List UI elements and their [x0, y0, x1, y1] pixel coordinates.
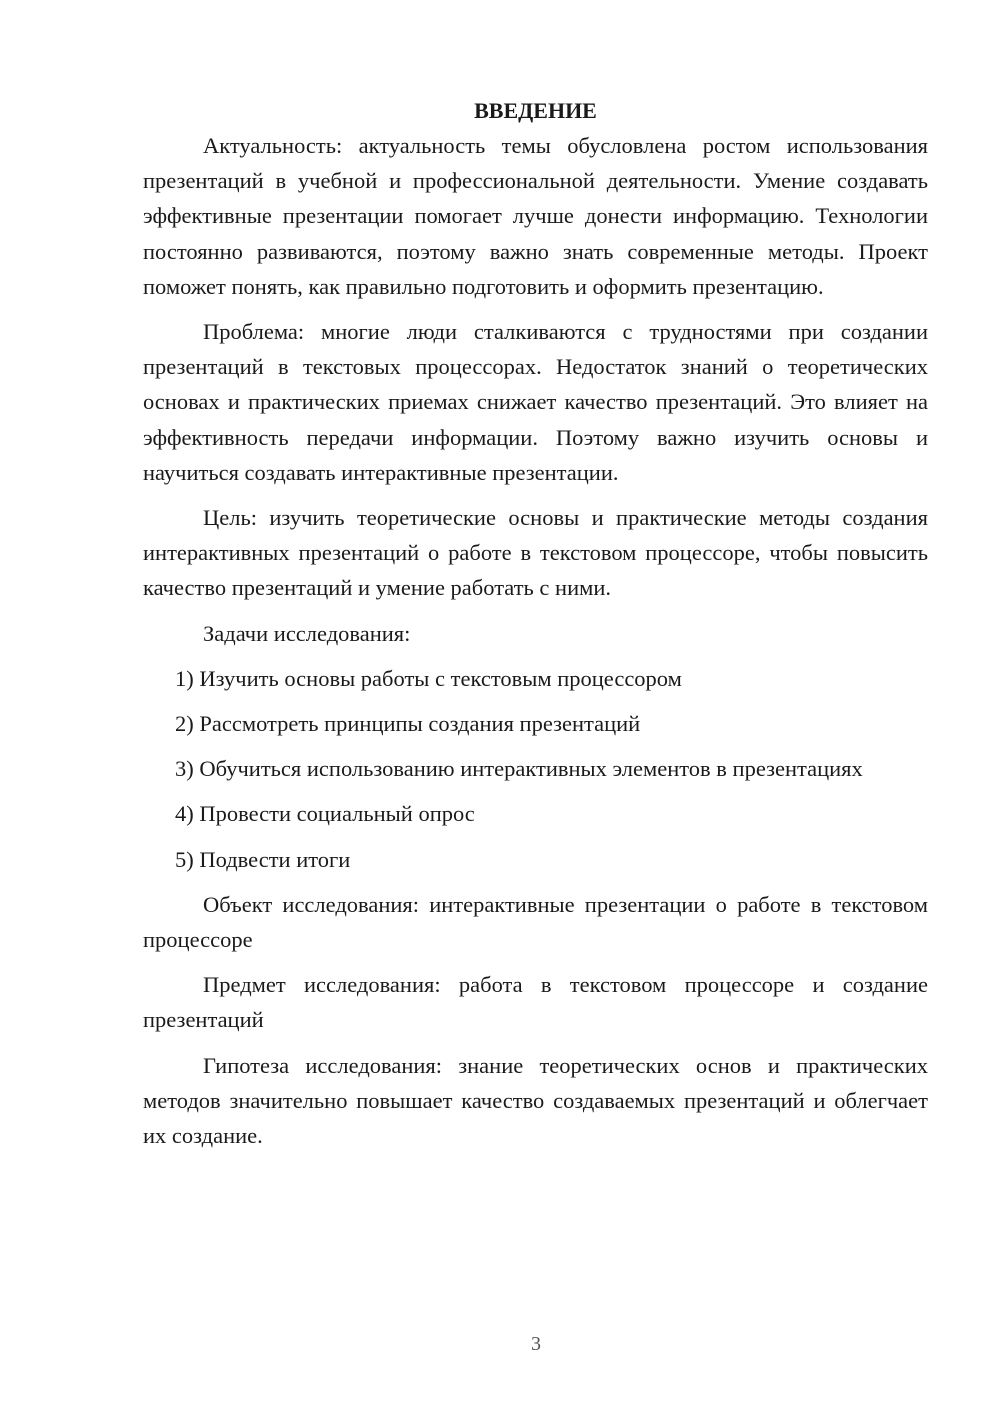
paragraph-object: Объект исследования: интерактивные презентации о работе в текстовом процессоре: [143, 891, 928, 953]
task-item-3: 3) Обучиться использованию интерактивных элементов в презентациях: [175, 756, 863, 782]
paragraph-subject: Предмет исследования: работа в текстовом процессоре и создание презентаций: [143, 972, 928, 1033]
page-number: 3: [531, 1333, 541, 1355]
tasks-heading: Задачи исследования:: [203, 620, 411, 646]
page-title: ВВЕДЕНИЕ: [474, 98, 597, 123]
document-body: [143, 93, 928, 1153]
paragraph-goal: Цель: изучить теоретические основы и практические методы создания интерактивных презентаций о работе в текстовом процессоре, чтобы повысить качество презентаций и умение работать с ними.: [143, 505, 928, 601]
task-item-1: 1) Изучить основы работы с текстовым процессором: [175, 665, 682, 691]
task-item-2: 2) Рассмотреть принципы создания презентаций: [175, 711, 641, 737]
paragraph-hypothesis: Гипотеза исследования: знание теоретических основ и практических методов значительно повышает качество создаваемых презентаций и облегчает их создание.: [143, 1052, 928, 1149]
paragraph-relevance: Актуальность: актуальность темы обусловлена ростом использования презентаций в учебной и профессиональной деятельности. Умение создавать эффективные презентации помогает лучше донести информацию. Технологии постоянно развиваются, поэтому важно знать современные методы. Проект поможет понять, как правильно подготовить и оформить презентацию.: [143, 133, 928, 299]
paragraph-problem: Проблема: многие люди сталкиваются с трудностями при создании презентаций в текстовых процессорах. Недостаток знаний о теоретических основах и практических приемах снижает качество презентаций. Это влияет на эффективность передачи информации. Поэтому важно изучить основы и научиться создавать интерактивные презентации.: [143, 319, 928, 485]
task-item-5: 5) Подвести итоги: [175, 846, 351, 872]
task-item-4: 4) Провести социальный опрос: [175, 801, 475, 827]
